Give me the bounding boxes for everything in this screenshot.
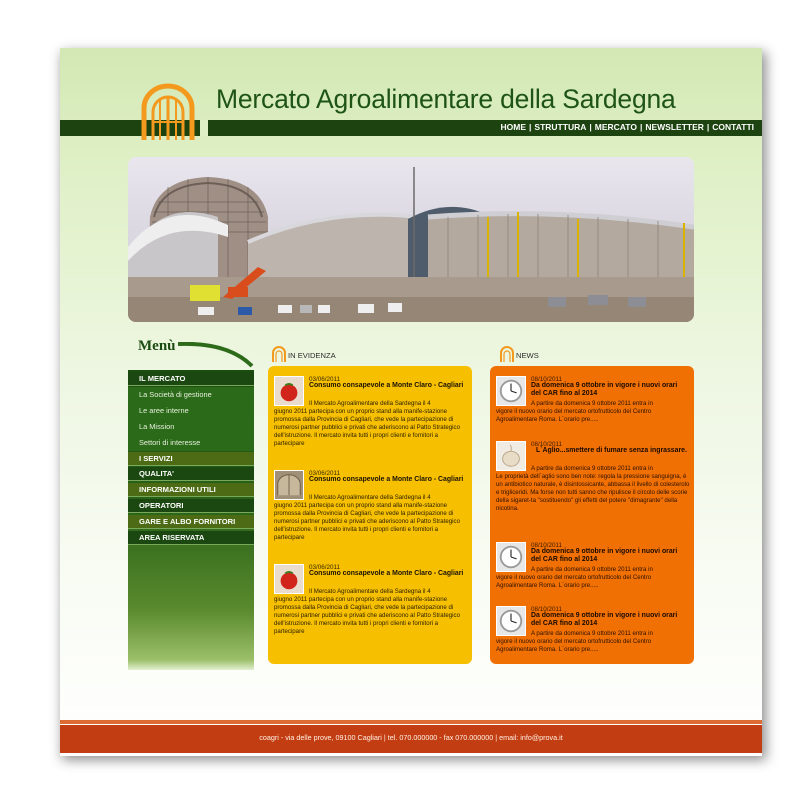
news-article[interactable] — [496, 441, 690, 541]
in-evidenza-label: IN EVIDENZA — [288, 351, 336, 360]
news-article[interactable] — [496, 606, 690, 664]
page — [60, 48, 762, 756]
market-arch-icon — [500, 346, 514, 362]
article-body: vigore il nuovo orario del mercato ortofrutticolo del Centro Agroalimentare Roma. L`orario pre..... — [496, 574, 652, 590]
article-body: vigore il nuovo orario del mercato ortofrutticolo del Centro Agroalimentare Roma. L`orario pre..... — [496, 638, 652, 654]
sidebar-item-il-mercato[interactable]: IL MERCATO — [128, 372, 254, 386]
news-heading — [500, 346, 539, 364]
market-construction-photo — [128, 157, 694, 322]
article-title[interactable]: Da domenica 9 ottobre in vigore i nuovi orari del CAR fino al 2014 — [531, 548, 678, 563]
market-arch-icon — [272, 346, 286, 362]
article-body: Le proprietà dell`aglio sono ben note: regola la pressione sanguigna, è un antibiotico naturale, è disintossicante, abbassa il livello di colesterolo e trigliceridi. Ma forse non tutti sanno che ripulisce il circolo delle scorie della sigaret-ta "sostituendo" gli effetti del potere "dimagrante" della nicotina. — [496, 473, 690, 513]
article-date: 08/10/2011 — [531, 376, 563, 383]
article-title[interactable]: Da domenica 9 ottobre in vigore i nuovi orari del CAR fino al 2014 — [531, 382, 678, 397]
sidebar-item-servizi[interactable]: I SERVIZI — [128, 452, 254, 466]
footer — [60, 725, 762, 753]
tomato-thumb — [274, 564, 304, 594]
nav-separator: | — [589, 122, 592, 132]
article-lead: A partire da domenica 9 ottobre 2011 entra in — [531, 566, 653, 573]
article-lead: A partire da domenica 9 ottobre 2011 entra in — [531, 400, 653, 407]
article-date: 08/10/2011 — [531, 441, 563, 448]
sidebar-menu — [128, 370, 254, 670]
nav-mercato[interactable]: MERCATO — [594, 122, 637, 132]
site-title: Mercato Agroalimentare della Sardegna — [216, 84, 676, 114]
article-date: 03/06/2011 — [309, 376, 341, 383]
sidebar-subitem-mission[interactable]: La Mission — [128, 419, 254, 435]
article-date: 03/06/2011 — [309, 470, 341, 477]
article-lead: Il Mercato Agroalimentare della Sardegna il 4 — [309, 400, 431, 407]
nav-contatti[interactable]: CONTATTI — [712, 122, 754, 132]
article-title[interactable]: Da domenica 9 ottobre in vigore i nuovi orari del CAR fino al 2014 — [531, 612, 678, 627]
article-date: 08/10/2011 — [531, 606, 563, 613]
clock-thumb — [496, 542, 526, 572]
article-body: giugno 2011 partecipa con un proprio stand alla manife-stazione promossa dalla Provincia di Cagliari, che vede la partecipazione di numerosi partner pubblici e privati che aderiscono al Patto Strategico dell'istruzione. Il mercato invita tutti i propri clienti e fornitori a partecipare — [274, 502, 460, 542]
header-bar-gap — [200, 120, 208, 136]
footer-contact-text: coagri - via delle prove, 09100 Cagliari | tel. 070.000000 - fax 070.000000 | email: info@prova.it — [259, 733, 563, 742]
in-evidenza-heading — [272, 346, 336, 364]
in-evidenza-panel — [268, 366, 472, 664]
article-title[interactable]: Consumo consapevole a Monte Claro - Cagliari — [309, 570, 464, 577]
menu-title: Menù — [138, 338, 176, 354]
market-interior-thumb — [274, 470, 304, 500]
nav-newsletter[interactable]: NEWSLETTER — [645, 122, 704, 132]
news-article[interactable] — [496, 376, 690, 436]
evidenza-article[interactable] — [274, 470, 468, 554]
tomato-thumb — [274, 376, 304, 406]
nav-separator: | — [706, 122, 710, 132]
clock-thumb — [496, 606, 526, 636]
article-title[interactable]: Consumo consapevole a Monte Claro - Cagliari — [309, 476, 464, 483]
news-article[interactable] — [496, 542, 690, 602]
article-lead: Il Mercato Agroalimentare della Sardegna il 4 — [309, 494, 431, 501]
article-body: giugno 2011 partecipa con un proprio stand alla manife-stazione promossa dalla Provincia di Cagliari, che vede la partecipazione di numerosi partner pubblici e privati che aderiscono al Patto Strategico dell'istruzione. Il mercato invita tutti i propri clienti e fornitori a partecipare — [274, 596, 460, 636]
sidebar-subitem-aree-interne[interactable]: Le aree interne — [128, 403, 254, 419]
sidebar-item-gare-albo-fornitori[interactable]: GARE E ALBO FORNITORI — [128, 515, 254, 529]
article-title[interactable]: Consumo consapevole a Monte Claro - Cagliari — [309, 382, 464, 389]
hero-market-photo — [128, 157, 694, 322]
article-body: vigore il nuovo orario del mercato ortofrutticolo del Centro Agroalimentare Roma. L`orario pre..... — [496, 408, 652, 424]
news-label: NEWS — [516, 351, 539, 360]
menu-swoosh-decoration — [178, 342, 254, 368]
main-nav — [501, 122, 754, 132]
footer-accent-line — [60, 720, 762, 724]
clock-thumb — [496, 376, 526, 406]
nav-separator: | — [639, 122, 643, 132]
article-title[interactable]: L`Aglio...smettere di fumare senza ingrassare. — [536, 447, 687, 454]
article-lead: Il Mercato Agroalimentare della Sardegna il 4 — [309, 588, 431, 595]
market-hall-arch-logo[interactable] — [138, 82, 198, 142]
article-date: 03/06/2011 — [309, 564, 341, 571]
sidebar-item-qualita[interactable]: QUALITA' — [128, 467, 254, 481]
sidebar-item-operatori[interactable]: OPERATORI — [128, 499, 254, 513]
sidebar-item-informazioni-utili[interactable]: INFORMAZIONI UTILI — [128, 483, 254, 497]
article-body: giugno 2011 partecipa con un proprio stand alla manife-stazione promossa dalla Provincia di Cagliari, che vede la partecipazione di numerosi partner pubblici e privati che aderiscono al Patto Strategico dell'istruzione. Il mercato invita tutti i propri clienti e fornitori a partecipare — [274, 408, 460, 448]
nav-home[interactable]: HOME — [500, 122, 527, 132]
sidebar-item-area-riservata[interactable]: AREA RISERVATA — [128, 531, 254, 545]
article-lead: A partire da domenica 9 ottobre 2011 entra in — [531, 465, 653, 472]
nav-separator: | — [529, 122, 532, 132]
news-panel — [490, 366, 694, 664]
garlic-thumb — [496, 441, 526, 471]
sidebar-subitem-settori-interesse[interactable]: Settori di interesse — [128, 435, 254, 451]
nav-struttura[interactable]: STRUTTURA — [534, 122, 587, 132]
article-lead: A partire da domenica 9 ottobre 2011 entra in — [531, 630, 653, 637]
evidenza-article[interactable] — [274, 376, 468, 460]
evidenza-article[interactable] — [274, 564, 468, 648]
article-date: 08/10/2011 — [531, 542, 563, 549]
sidebar-subitem-societa-gestione[interactable]: La Società di gestione — [128, 387, 254, 403]
